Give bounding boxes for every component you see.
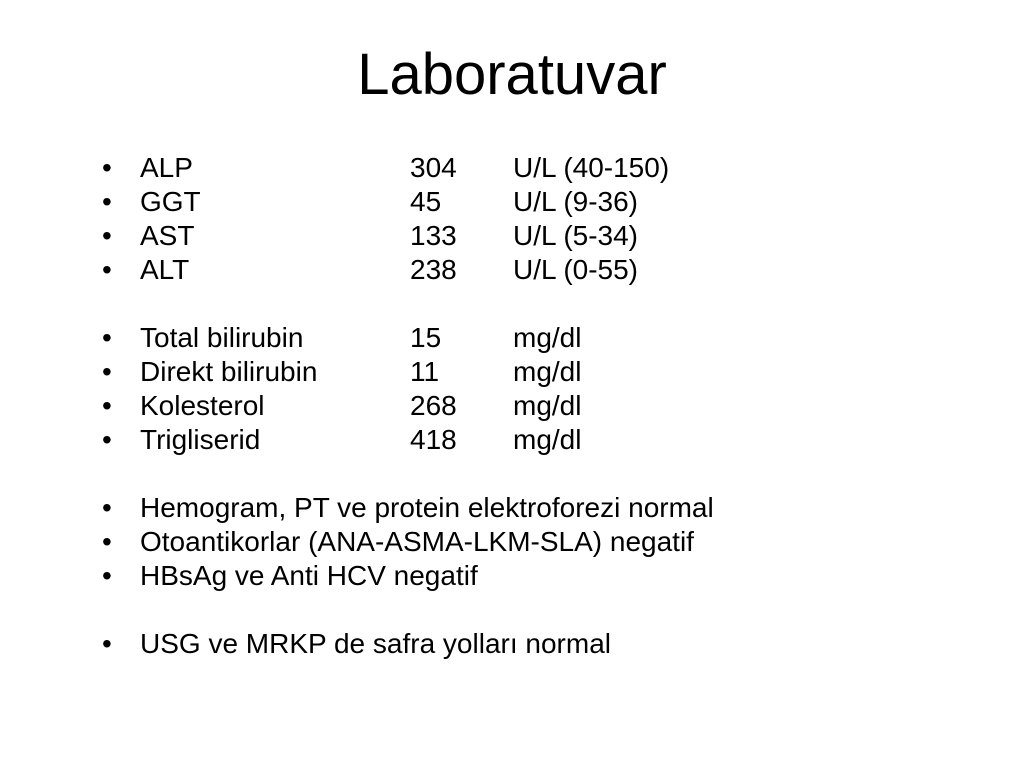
item-label: Direkt bilirubin	[140, 355, 318, 387]
item-label: Total bilirubin	[140, 321, 304, 353]
item-value: 268	[410, 389, 457, 421]
bullet-item	[0, 321, 1024, 355]
bullet-marker-icon: •	[102, 355, 112, 387]
item-unit: U/L (0-55)	[513, 253, 639, 285]
group-spacer	[0, 593, 1024, 627]
item-value: 45	[410, 185, 442, 217]
item-value: 418	[410, 423, 457, 455]
bullet-item	[0, 151, 1024, 185]
item-value: 304	[410, 151, 457, 183]
bullet-item	[0, 185, 1024, 219]
item-value: 15	[410, 321, 442, 353]
item-label: Otoantikorlar (ANA-ASMA-LKM-SLA) negatif	[140, 525, 694, 557]
item-label: AST	[140, 219, 195, 251]
bullet-marker-icon: •	[102, 627, 112, 659]
item-unit: U/L (9-36)	[513, 185, 639, 217]
bullet-marker-icon: •	[102, 219, 112, 251]
bullet-marker-icon: •	[102, 491, 112, 523]
bullet-item	[0, 355, 1024, 389]
item-value: 133	[410, 219, 457, 251]
item-label: USG ve MRKP de safra yolları normal	[140, 627, 611, 659]
bullet-item	[0, 525, 1024, 559]
bullet-marker-icon: •	[102, 559, 112, 591]
item-label: Kolesterol	[140, 389, 265, 421]
item-label: GGT	[140, 185, 201, 217]
item-label: Hemogram, PT ve protein elektroforezi normal	[140, 491, 714, 523]
bullet-item	[0, 219, 1024, 253]
slide-title: Laboratuvar	[357, 42, 667, 107]
bullet-list	[0, 151, 1024, 661]
bullet-item	[0, 559, 1024, 593]
bullet-marker-icon: •	[102, 185, 112, 217]
item-unit: mg/dl	[513, 321, 582, 353]
item-label: ALT	[140, 253, 190, 285]
bullet-item	[0, 253, 1024, 287]
bullet-item	[0, 627, 1024, 661]
bullet-item	[0, 423, 1024, 457]
bullet-marker-icon: •	[102, 423, 112, 455]
item-unit: U/L (5-34)	[513, 219, 639, 251]
bullet-item	[0, 389, 1024, 423]
item-unit: mg/dl	[513, 355, 582, 387]
bullet-item	[0, 491, 1024, 525]
group-spacer	[0, 457, 1024, 491]
bullet-marker-icon: •	[102, 321, 112, 353]
bullet-marker-icon: •	[102, 151, 112, 183]
item-label: HBsAg ve Anti HCV negatif	[140, 559, 478, 591]
item-label: ALP	[140, 151, 193, 183]
item-unit: mg/dl	[513, 423, 582, 455]
item-unit: mg/dl	[513, 389, 582, 421]
bullet-marker-icon: •	[102, 389, 112, 421]
item-unit: U/L (40-150)	[513, 151, 670, 183]
item-label: Trigliserid	[140, 423, 261, 455]
group-spacer	[0, 287, 1024, 321]
bullet-marker-icon: •	[102, 253, 112, 285]
item-value: 11	[410, 355, 440, 387]
bullet-marker-icon: •	[102, 525, 112, 557]
item-value: 238	[410, 253, 457, 285]
